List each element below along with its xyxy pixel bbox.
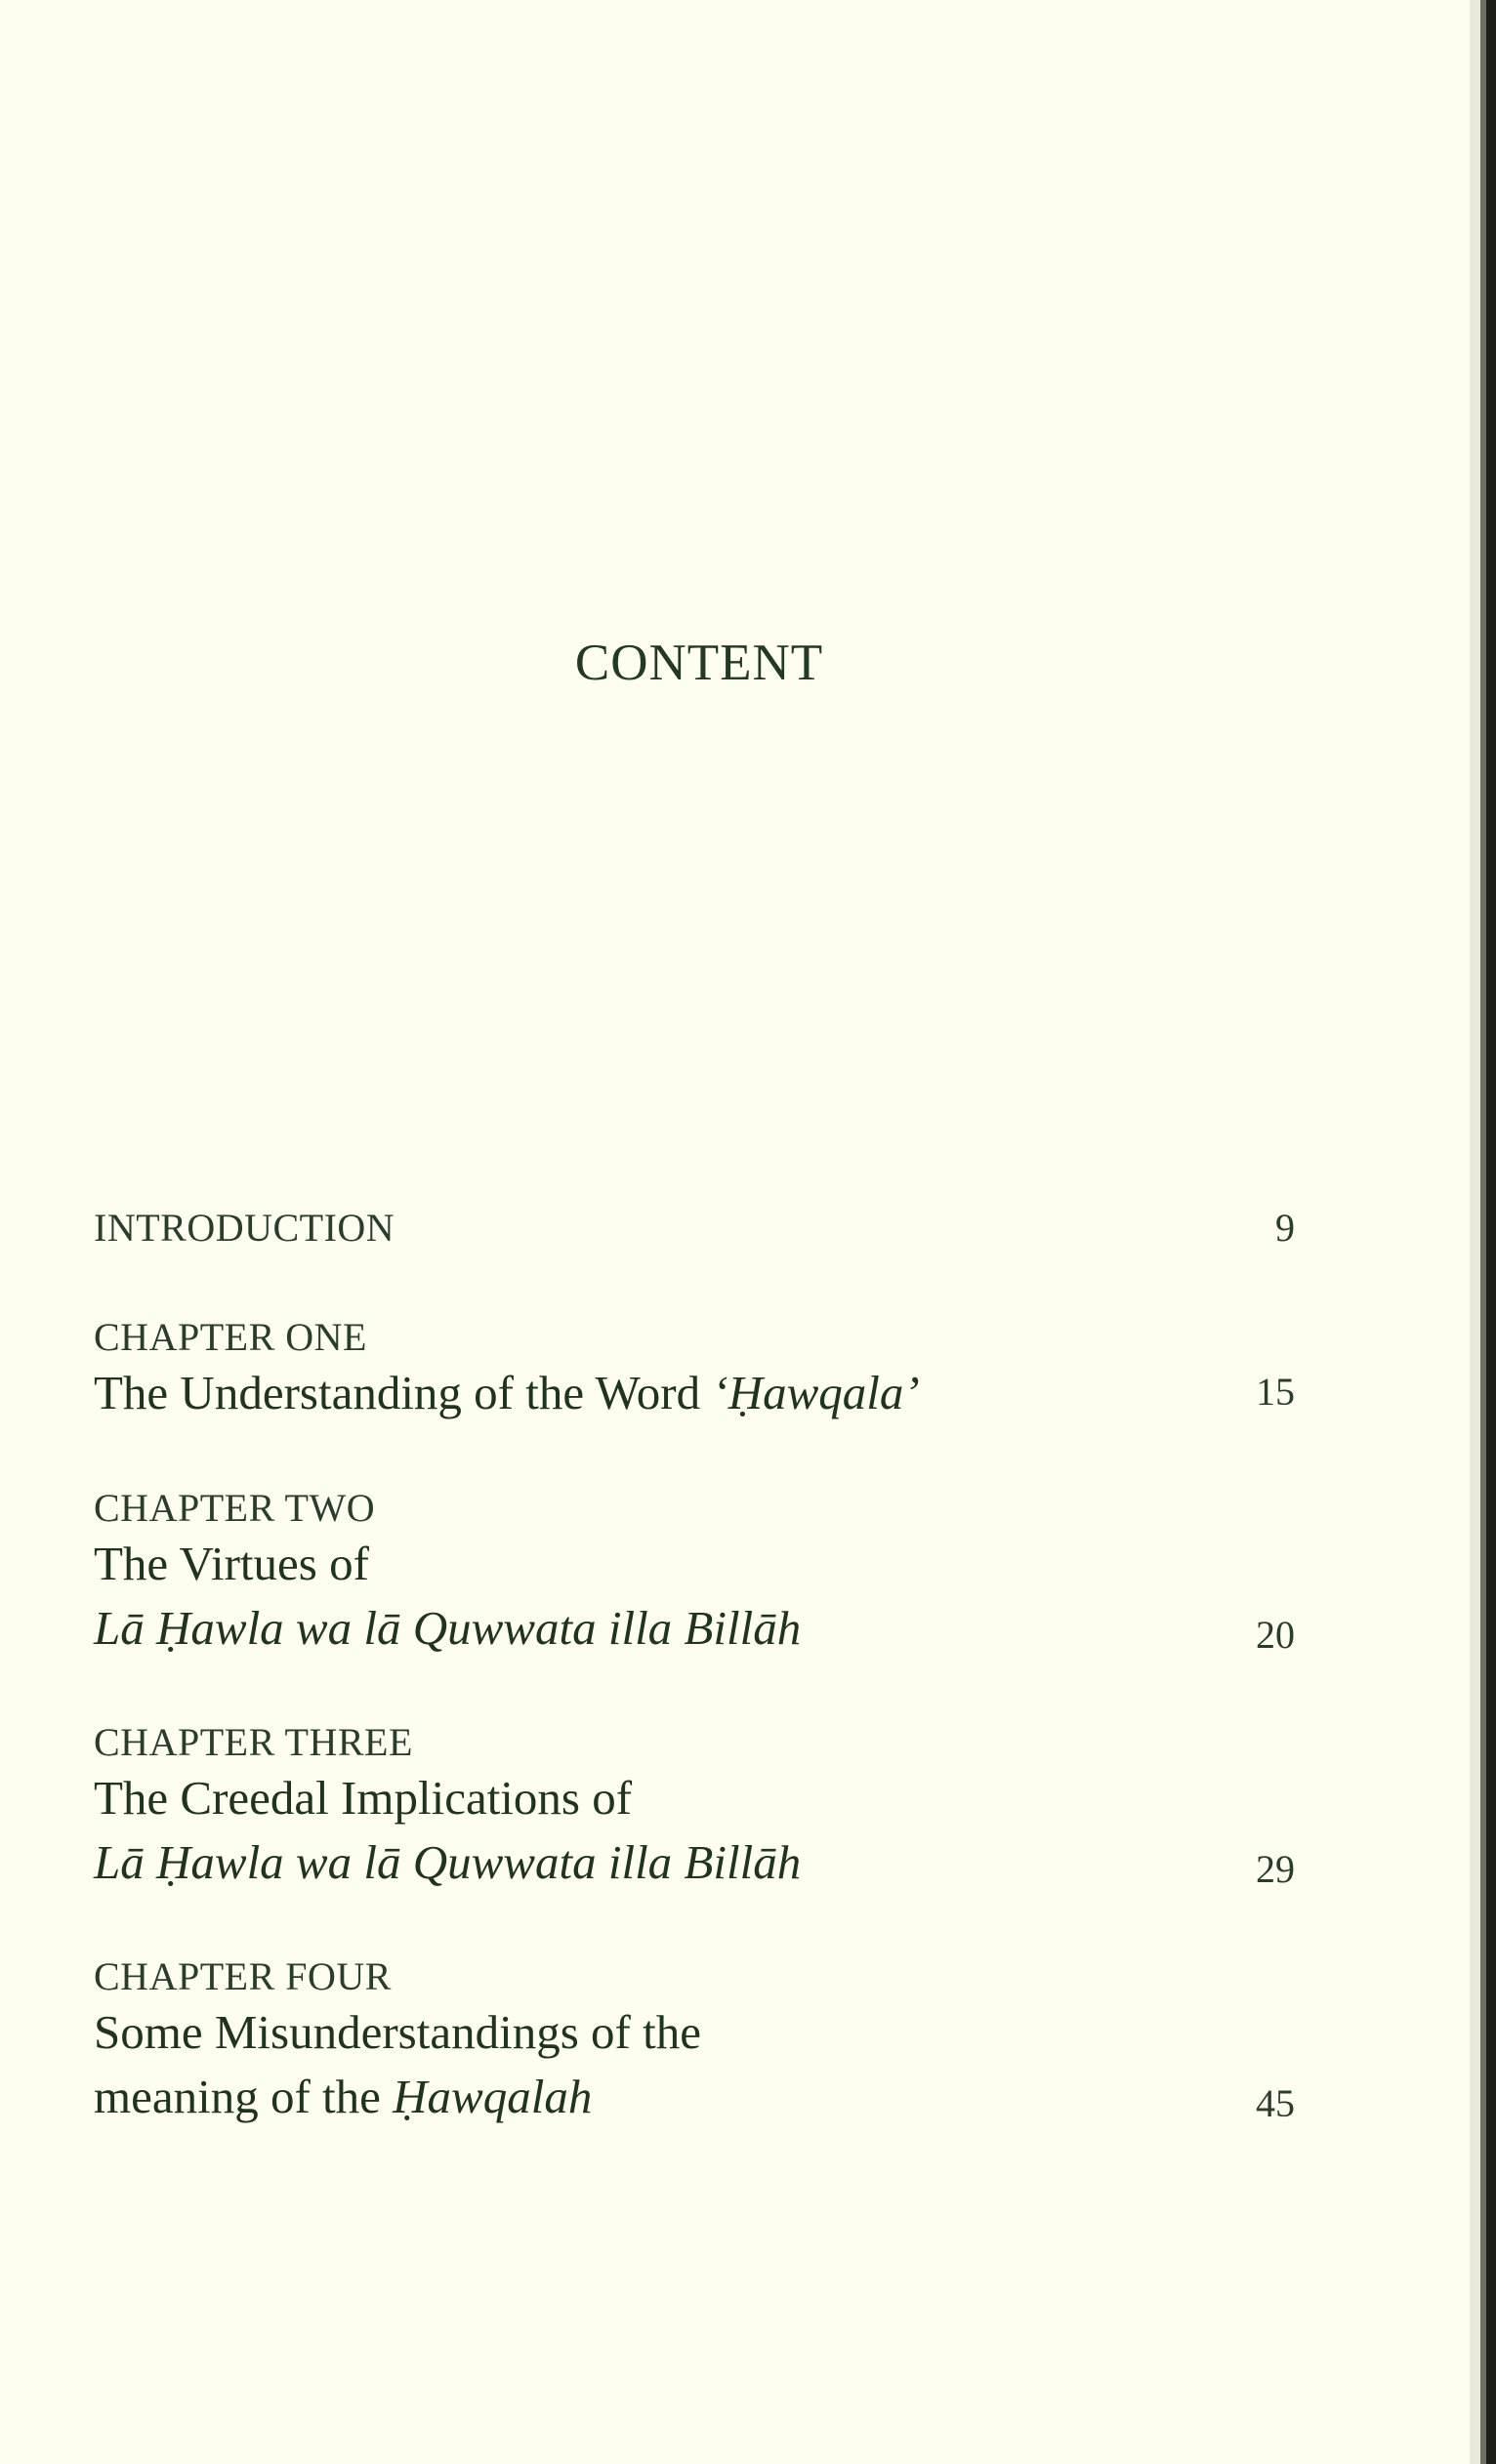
toc-page-number: 15	[1256, 1370, 1295, 1414]
toc-heading: CHAPTER ONE	[94, 1315, 367, 1359]
toc-heading: CHAPTER TWO	[94, 1486, 376, 1530]
page-title: CONTENT	[574, 635, 824, 691]
toc-entry-chapter-three	[94, 1719, 1295, 1895]
toc-chapter-title: Some Misunderstandings of the	[94, 2005, 701, 2059]
toc-entry-chapter-two	[94, 1485, 1295, 1661]
toc-page-number: 45	[1256, 2081, 1295, 2125]
toc-chapter-title: The Virtues of	[94, 1537, 369, 1590]
toc-title-italic: ‘Ḥawqala’	[712, 1366, 920, 1419]
toc-entry-chapter-one	[94, 1314, 1295, 1425]
page-edge-shadow	[1470, 0, 1480, 2464]
toc-title-text: meaning of the	[94, 2070, 394, 2123]
toc-chapter-title-italic: Lā Ḥawla wa lā Quwwata illa Billāh	[94, 1835, 802, 1889]
toc-chapter-title-italic: Lā Ḥawla wa lā Quwwata illa Billāh	[94, 1601, 802, 1655]
toc-page-number: 20	[1256, 1613, 1295, 1657]
toc-entry-chapter-four	[94, 1953, 1295, 2129]
toc-chapter-title: The Creedal Implications of	[94, 1771, 633, 1825]
toc-heading: INTRODUCTION	[94, 1206, 395, 1250]
toc-heading: CHAPTER FOUR	[94, 1954, 392, 1998]
toc-page-number: 9	[1275, 1206, 1295, 1250]
book-spine-edge	[1486, 0, 1496, 2464]
toc-chapter-title-line2	[94, 2065, 1295, 2129]
toc-heading: CHAPTER THREE	[94, 1720, 413, 1764]
toc-title-text: The Understanding of the Word	[94, 1366, 713, 1419]
toc-entry-introduction	[94, 1205, 1295, 1252]
toc-chapter-title	[94, 1361, 1295, 1425]
toc-page-number: 29	[1256, 1847, 1295, 1891]
toc-title-italic: Ḥawqalah	[393, 2070, 593, 2123]
